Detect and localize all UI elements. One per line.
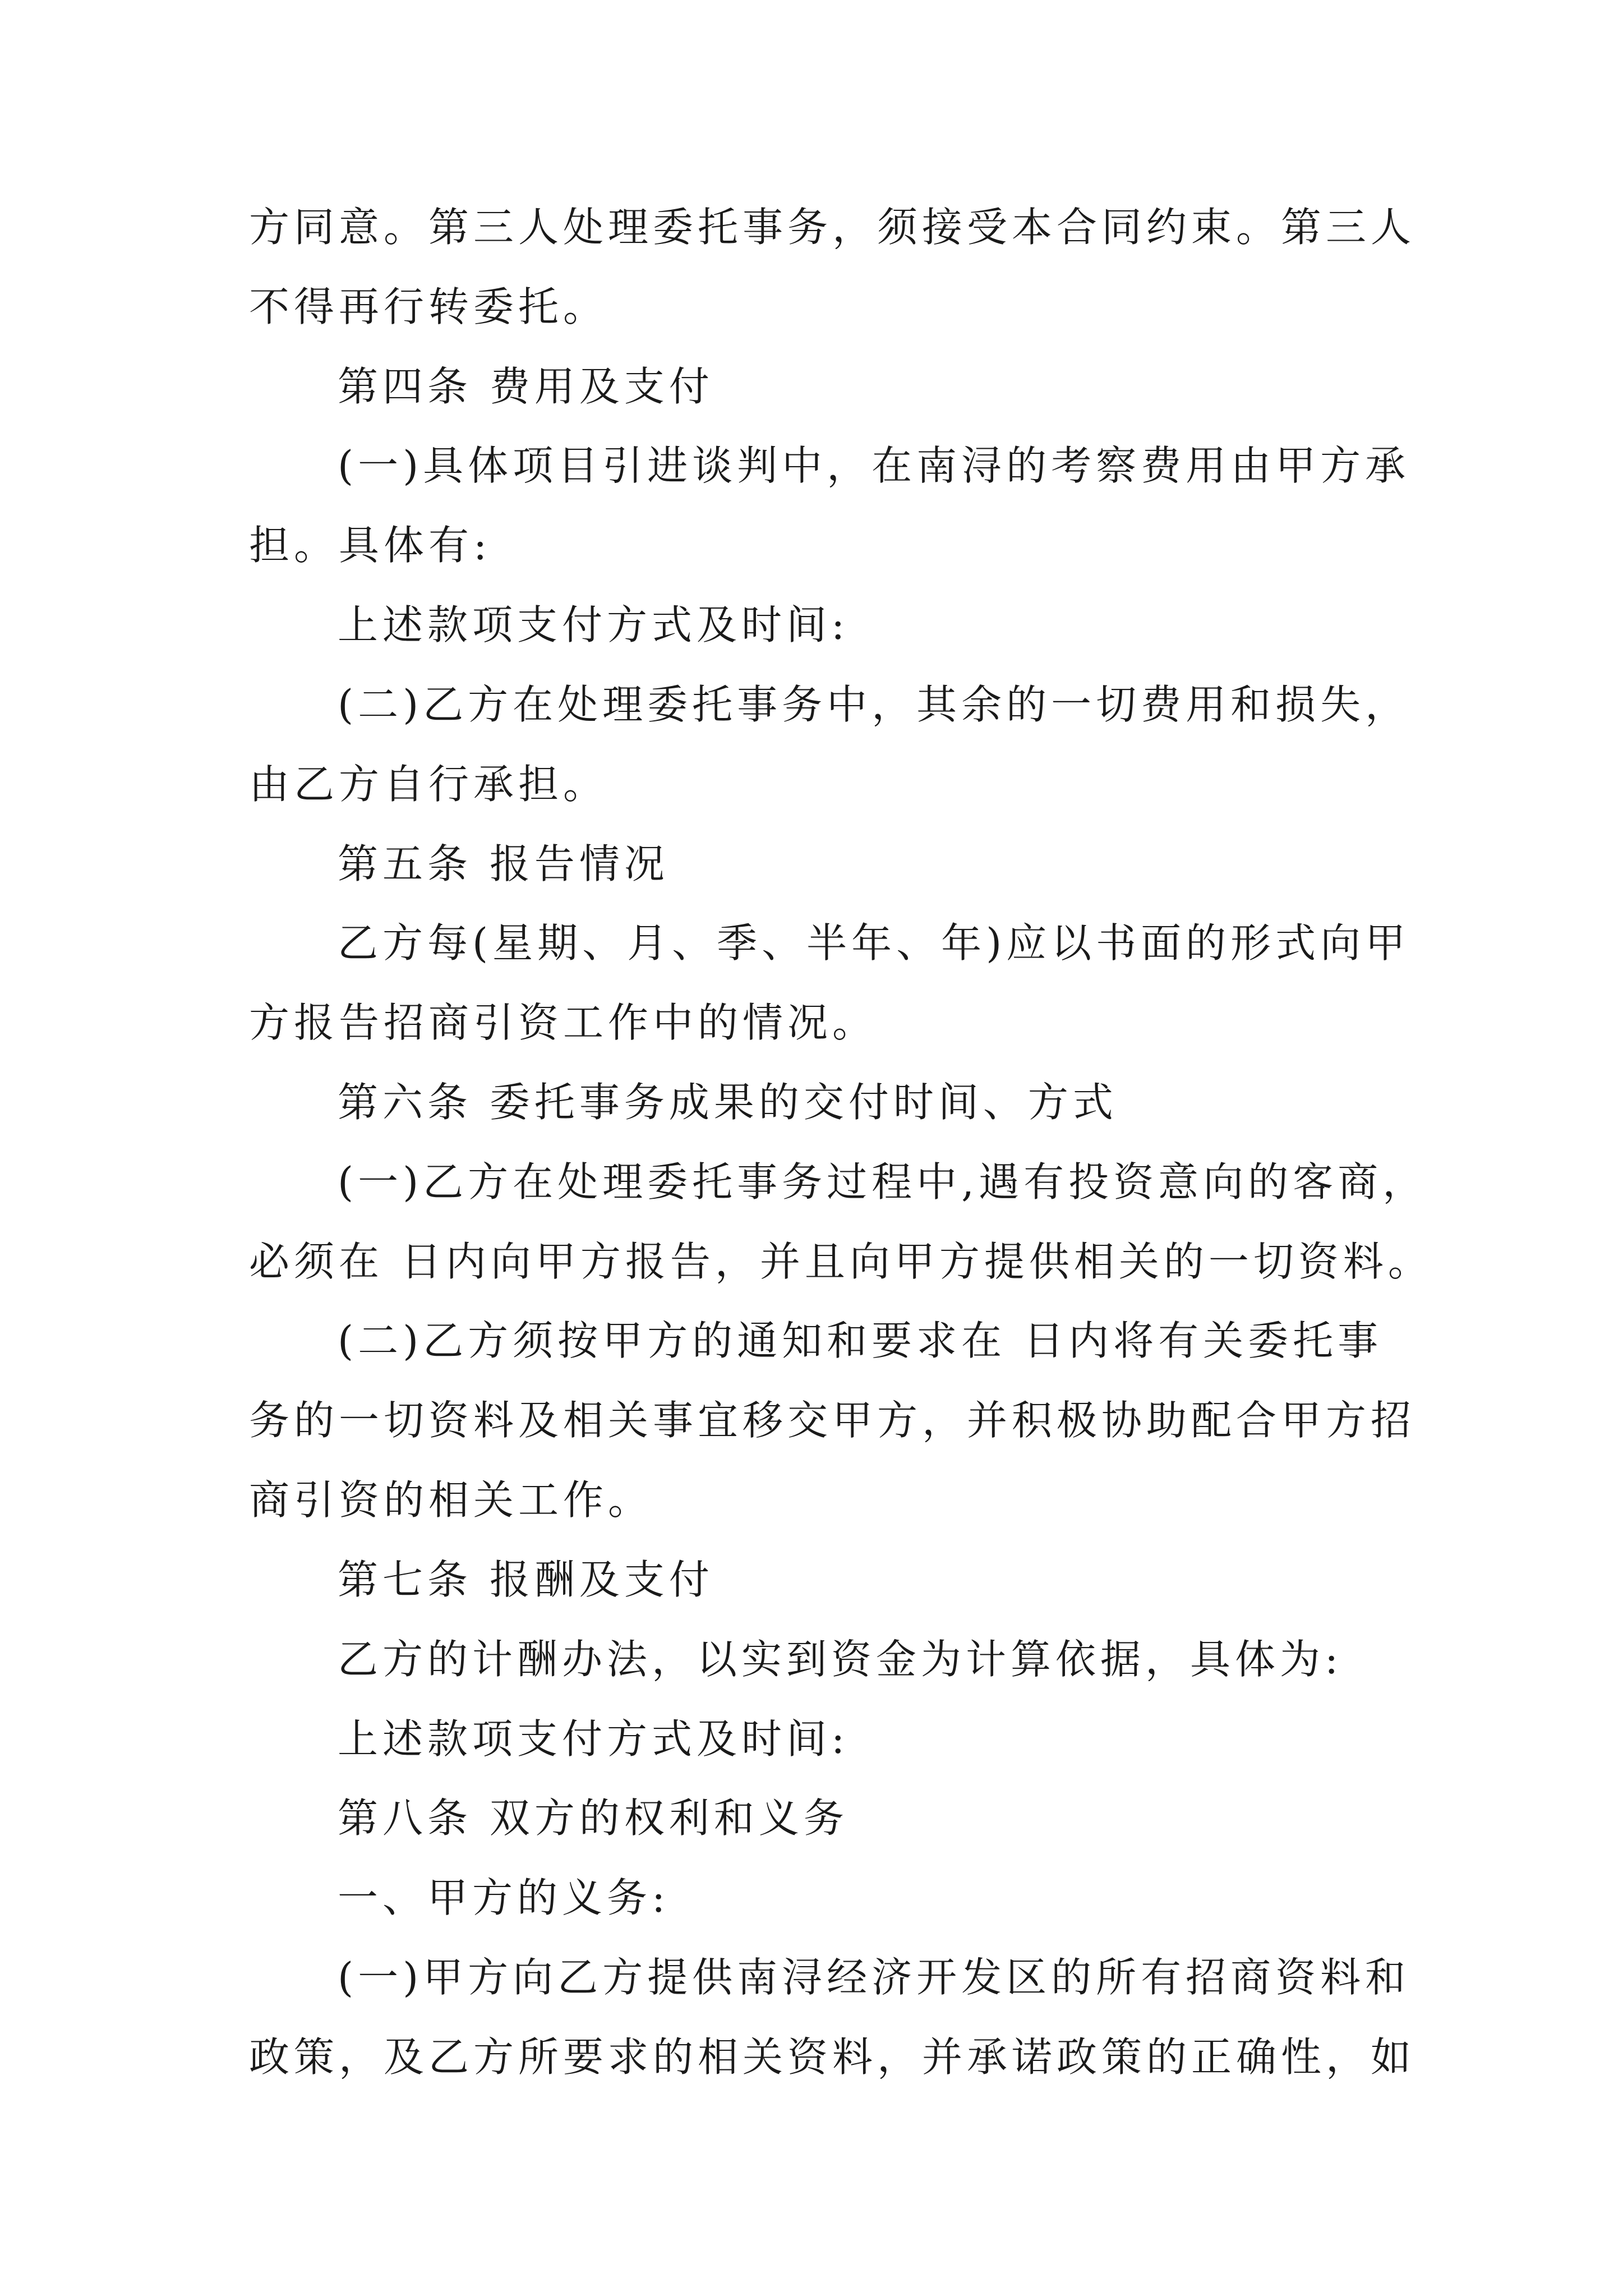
section-heading: 第六条 委托事务成果的交付时间、方式	[338, 1079, 1118, 1126]
text-line: 上述款项支付方式及时间:	[338, 601, 850, 648]
section-heading: 第七条 报酬及支付	[338, 1556, 714, 1603]
text-line: 一、甲方的义务:	[338, 1874, 670, 1921]
text-line: (一)具体项目引进谈判中，在南浔的考察费用由甲方承	[338, 442, 1410, 489]
text-line: 乙方的计酬办法，以实到资金为计算依据，具体为:	[338, 1636, 1343, 1683]
section-heading: 第八条 双方的权利和义务	[338, 1795, 849, 1842]
text-line: 上述款项支付方式及时间:	[338, 1715, 850, 1763]
section-heading: 第四条 费用及支付	[338, 363, 714, 410]
text-line: (一)乙方在处理委托事务过程中,遇有投资意向的客商，	[338, 1158, 1428, 1205]
text-line: 方同意。第三人处理委托事务，须接受本合同约束。第三人	[249, 204, 1416, 251]
text-line: 方报告招商引资工作中的情况。	[249, 999, 878, 1046]
text-line: 乙方每(星期、月、季、半年、年)应以书面的形式向甲	[338, 919, 1410, 967]
text-line: 不得再行转委托。	[249, 283, 608, 330]
text-line: 由乙方自行承担。	[249, 761, 608, 808]
section-heading: 第五条 报告情况	[338, 840, 669, 887]
text-line: 担。具体有:	[249, 522, 492, 569]
text-line: 务的一切资料及相关事宜移交甲方，并积极协助配合甲方招	[249, 1397, 1416, 1444]
text-line: 必须在 日内向甲方报告，并且向甲方提供相关的一切资料。	[249, 1238, 1433, 1285]
text-line: (二)乙方须按甲方的通知和要求在 日内将有关委托事	[338, 1317, 1383, 1364]
text-line: (二)乙方在处理委托事务中，其余的一切费用和损失，	[338, 681, 1410, 728]
text-line: (一)甲方向乙方提供南浔经济开发区的所有招商资料和	[338, 1954, 1410, 2001]
text-line: 政策，及乙方所要求的相关资料，并承诺政策的正确性，如	[249, 2033, 1416, 2081]
text-line: 商引资的相关工作。	[249, 1476, 653, 1524]
